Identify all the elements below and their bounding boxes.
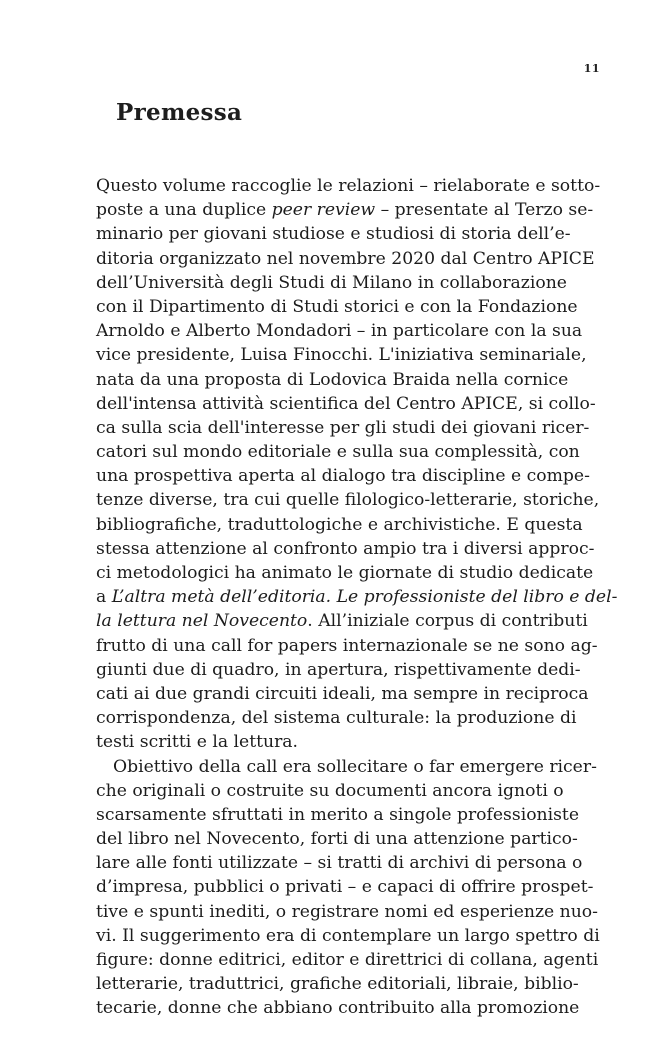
text-line: ca sulla scia dell'interesse per gli studi dei giovani ricer-	[96, 417, 590, 438]
text-line: dell'intensa attività scientifica del Centro APICE, si collo-	[96, 393, 596, 414]
text-line: frutto di una call for papers internazionale se ne sono ag-	[96, 635, 598, 656]
text-line: con il Dipartimento di Studi storici e con la Fondazione	[96, 296, 578, 317]
text-line: del libro nel Novecento, forti di una attenzione partico-	[96, 829, 578, 850]
text-run: poste a una duplice	[96, 200, 272, 221]
text-line: lare alle fonti utilizzate – si tratti di archivi di persona o	[96, 853, 583, 874]
text-line: bibliografiche, traduttologiche e archivistiche. E questa	[96, 514, 583, 535]
text-line: minario per giovani studiose e studiosi di storia dell’e-	[96, 224, 571, 245]
text-line: che originali o costruite su documenti ancora ignoti o	[96, 780, 564, 801]
text-line	[96, 585, 618, 609]
text-line: dell’Università degli Studi di Milano in collaborazione	[96, 272, 567, 293]
text-line	[96, 609, 588, 633]
text-run: . All’iniziale corpus di contributi	[307, 611, 588, 632]
page-number: 11	[583, 62, 600, 75]
text-line: ci metodologici ha animato le giornate di studio dedicate	[96, 563, 594, 583]
text-line: vice presidente, Luisa Finocchi. L'iniziativa seminariale,	[96, 345, 587, 366]
text-run: – presentate al Terzo se-	[375, 200, 594, 221]
text-line: giunti due di quadro, in apertura, rispettivamente dedi-	[96, 659, 581, 680]
text-line: scarsamente sfruttati in merito a singole professioniste	[96, 804, 580, 825]
text-line: letterarie, traduttrici, grafiche editoriali, libraie, biblio-	[96, 974, 579, 995]
body-text	[96, 174, 618, 1021]
text-line: Questo volume raccoglie le relazioni – rielaborate e sotto-	[96, 176, 601, 196]
text-line: Arnoldo e Alberto Mondadori – in particolare con la sua	[96, 321, 583, 342]
text-line: tenze diverse, tra cui quelle filologico-letterarie, storiche,	[96, 490, 600, 511]
text-line: corrispondenza, del sistema culturale: la produzione di	[96, 708, 577, 729]
text-line: testi scritti e la lettura.	[96, 732, 299, 753]
text-line: cati ai due grandi circuiti ideali, ma sempre in reciproca	[96, 683, 589, 704]
italic-title: L’altra metà dell’editoria. Le professioniste del libro e del-	[111, 587, 618, 608]
italic-title: la lettura nel Novecento	[96, 611, 308, 632]
text-line: tecarie, donne che abbiano contribuito alla promozione	[96, 998, 580, 1019]
text-line: tive e spunti inediti, o registrare nomi ed esperienze nuo-	[96, 901, 598, 922]
text-line: una prospettiva aperta al dialogo tra discipline e compe-	[96, 466, 590, 487]
text-run: a	[96, 587, 112, 608]
text-line: vi. Il suggerimento era di contemplare un largo spettro di	[96, 925, 600, 946]
text-line: catori sul mondo editoriale e sulla sua complessità, con	[96, 442, 580, 463]
chapter-title: Premessa	[116, 99, 243, 126]
text-line: nata da una proposta di Lodovica Braida nella cornice	[96, 369, 569, 390]
text-line	[96, 198, 594, 222]
text-line: Obiettivo della call era sollecitare o far emergere ricer-	[113, 756, 597, 777]
text-line: figure: donne editrici, editor e direttrici di collana, agenti	[96, 950, 599, 970]
text-line: stessa attenzione al confronto ampio tra i diversi approc-	[96, 538, 595, 559]
text-line: ditoria organizzato nel novembre 2020 dal Centro APICE	[96, 248, 595, 269]
text-line: d’impresa, pubblici o privati – e capaci di offrire prospet-	[96, 877, 594, 898]
italic-term: peer review	[271, 200, 376, 221]
